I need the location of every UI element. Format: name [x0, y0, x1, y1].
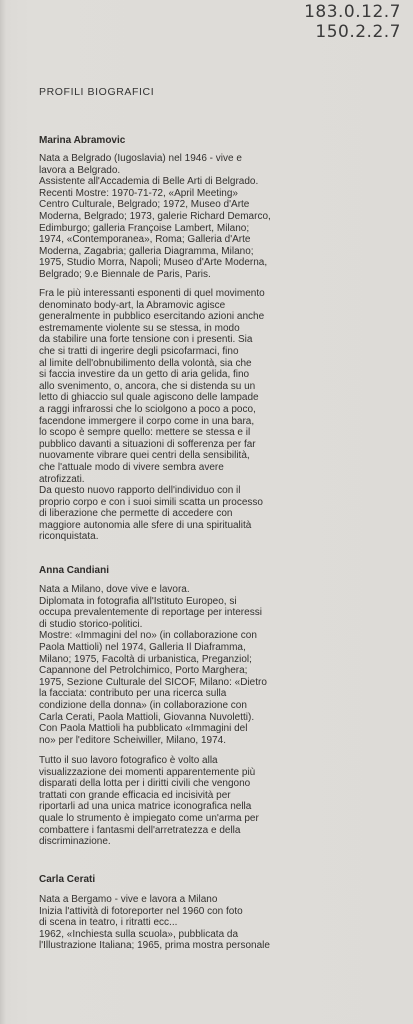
text-line: Inizia l'attività di fotoreporter nel 1960 con foto [39, 905, 243, 917]
text-line: si faccia investire da un getto di aria gelida, fino [39, 369, 250, 381]
text-line: estremamente violente su se stessa, in modo [39, 322, 240, 334]
text-line: maggiore autonomia alle sfere di una spiritualità [39, 519, 252, 531]
text-line: denominato body-art, la Abramovic agisce [39, 299, 226, 311]
text-line: di liberazione che permette di accedere con [39, 508, 233, 520]
text-line: 1975, Studio Morra, Napoli; Museo d'Arte Moderna, [39, 257, 268, 269]
text-line: l'Illustrazione Italiana; 1965, prima mostra personale [39, 940, 270, 952]
text-line: 1962, «Inchiesta sulla scuola», pubblicata da [39, 928, 239, 940]
text-line: Tutto il suo lavoro fotografico è volto alla [39, 755, 218, 766]
text-line: visualizzazione dei momenti apparentemente più [39, 766, 256, 778]
text-line: Recenti Mostre: 1970-71-72, «April Meeting» [39, 187, 238, 199]
text-line: Carla Cerati, Paola Mattioli, Giovanna Nuvoletti). [39, 711, 255, 723]
handwritten-line-2: 150.2.2.7 [315, 22, 401, 42]
biography-abramovic-details [39, 153, 395, 281]
text-line: occupa prevalentemente di reportage per interessi [39, 607, 262, 619]
text-line: riportarli ad una unica matrice iconografica nella [39, 801, 252, 813]
text-line: lavora a Belgrado. [39, 164, 121, 176]
text-line: Da questo nuovo rapporto dell'individuo con il [39, 485, 241, 497]
text-line: Moderna, Zagabria; galleria Diagramma, Milano; [39, 245, 254, 257]
text-line: di scena in teatro, i ritratti ecc... [39, 917, 178, 929]
page-heading: PROFILI BIOGRAFICI [39, 86, 155, 98]
text-line: quale lo strumento è impiegato come un'arma per [39, 812, 259, 824]
text-line: trattati con grande efficacia ed incisività per [39, 789, 231, 801]
text-line: disparati della lotta per i diritti civili che vengono [39, 778, 251, 790]
text-line: Capannone del Petrolchimico, Porto Marghera; [39, 665, 248, 677]
text-line: pubblico davanti a situazioni di sofferenza per far [39, 438, 256, 450]
text-line: facendone immergere il corpo come in una bara, [39, 415, 255, 427]
text-line: Nata a Belgrado (Iugoslavia) nel 1946 - vive e [39, 153, 242, 164]
text-line: la facciata: contributo per una ricerca sulla [39, 688, 227, 700]
text-line: Centro Culturale, Belgrado; 1972, Museo d'Arte [39, 199, 250, 211]
handwritten-line-1: 183.0.12.7 [304, 2, 401, 22]
text-line: che l'attuale modo di vivere sembra avere [39, 461, 224, 473]
text-line: Fra le più interessanti esponenti di quel movimento [39, 288, 265, 299]
text-line: Con Paola Mattioli ha pubblicato «Immagini del [39, 723, 248, 735]
biography-candiani-details [39, 584, 395, 746]
text-line: combattere i fantasmi dell'arretratezza e della [39, 824, 241, 836]
text-line: discriminazione. [39, 836, 111, 848]
text-line: Edimburgo; galleria Françoise Lambert, Milano; [39, 222, 250, 234]
biography-name-candiani: Anna Candiani [39, 565, 110, 576]
text-line: Nata a Milano, dove vive e lavora. [39, 584, 190, 595]
text-line: generalmente in pubblico esercitando azioni anche [39, 311, 265, 323]
text-line: Belgrado; 9.e Biennale de Paris, Paris. [39, 268, 211, 280]
text-line: Mostre: «Immagini del no» (in collaborazione con [39, 630, 257, 642]
text-line: Diplomata in fotografia all'Istituto Europeo, si [39, 595, 237, 607]
biography-abramovic-description [39, 288, 395, 543]
text-line: allo svenimento, o, ancora, che si distenda su un [39, 380, 256, 392]
text-line: Milano; 1975, Facoltà di urbanistica, Preganziol; [39, 653, 252, 665]
text-line: al limite dell'obnubilimento della volontà, sia che [39, 357, 252, 369]
text-line: riconquistata. [39, 531, 99, 543]
biography-name-abramovic: Marina Abramovic [39, 135, 126, 146]
biography-cerati-details [39, 894, 395, 952]
biography-name-cerati: Carla Cerati [39, 874, 96, 885]
text-line: di studio storico-politici. [39, 618, 143, 630]
text-line: Paola Mattioli) nel 1974, Galleria Il Diaframma, [39, 641, 246, 653]
text-line: no» per l'editore Scheiwiller, Milano, 1974. [39, 734, 227, 746]
text-line: che si tratti di ingerire degli psicofarmaci, fino [39, 345, 239, 357]
text-line: Assistente all'Accademia di Belle Arti di Belgrado. [39, 176, 259, 188]
handwritten-inventory-note [304, 2, 401, 42]
text-line: nuovamente vibrare quei centri della sensibilità, [39, 450, 250, 462]
text-line: proprio corpo e con i suoi simili scatta un processo [39, 496, 263, 508]
text-line: Nata a Bergamo - vive e lavora a Milano [39, 894, 218, 905]
text-line: da stabilire una forte tensione con i presenti. Sia [39, 334, 253, 346]
text-line: 1974, «Contemporanea», Roma; Galleria d'Arte [39, 234, 251, 246]
text-line: 1975, Sezione Culturale del SICOF, Milano: «Dietro [39, 676, 267, 688]
text-line: lo scopo è sempre quello: mettere se stessa e il [39, 427, 251, 439]
text-line: condizione della donna» (in collaborazione con [39, 699, 247, 711]
text-line: letto di ghiaccio sul quale agiscono delle lampade [39, 392, 259, 404]
text-line: a raggi infrarossi che lo sciolgono a poco a poco, [39, 403, 256, 415]
text-line: Moderna, Belgrado; 1973, galerie Richard Demarco, [39, 210, 271, 222]
text-line: atrofizzati. [39, 473, 85, 485]
biography-candiani-description [39, 755, 395, 848]
